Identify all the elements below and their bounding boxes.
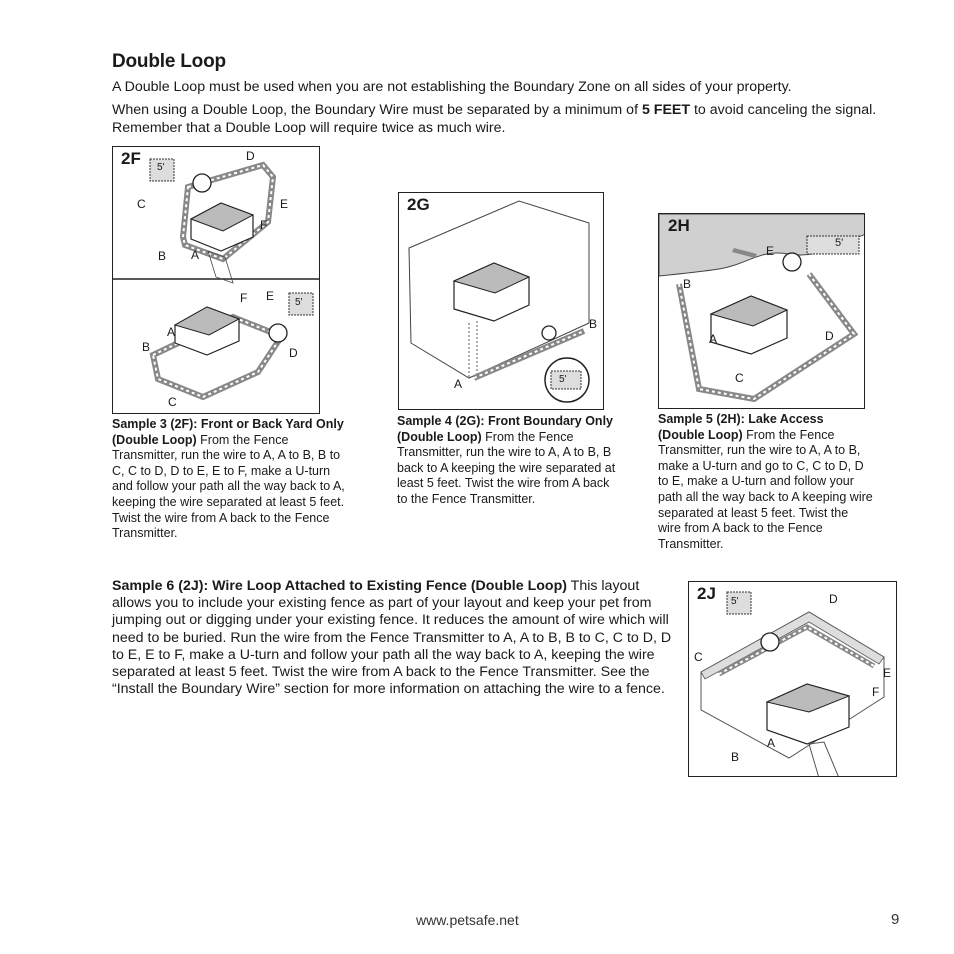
point-e-label: E	[266, 289, 275, 303]
point-c-label: C	[735, 371, 744, 385]
point-b-label: B	[142, 340, 151, 354]
caption-sample-3: Sample 3 (2F): Front or Back Yard Only (Double Loop) From the Fence Transmitter, run the wire to A, A to B, B to C, C to D, D to E, E to F, make a U-turn and follow your path all the way back to A, keeping the wire separated at least 5 feet. Twist the wire from A back to the Fence Transmitter.	[112, 417, 345, 541]
figure-2j	[688, 581, 897, 777]
caption-sample-6: Sample 6 (2J): Wire Loop Attached to Existing Fence (Double Loop) This layout allows you to include your existing fence as part of your layout and keep your pet from jumping out or digging under your existing fence. It reduces the amount of wire which will need to be buried. Run the wire from the Fence Transmitter to A, A to B, B to C, C to D, D to E, E to F, make a U-turn and follow your path all the way back to A, keeping the wire separated at least 5 feet. Twist the wire from A back to the Fence Transmitter. See the “Install the Boundary Wire” section for more information on attaching the wire to a fence.	[112, 578, 672, 698]
point-a-label: A	[191, 248, 200, 262]
figure-2f	[112, 146, 320, 414]
footer-url: www.petsafe.net	[416, 912, 519, 928]
point-b-label: B	[158, 249, 167, 263]
point-d-label: D	[825, 329, 834, 343]
figure-2f-distance-top: 5'	[157, 162, 165, 173]
point-a-label: A	[767, 736, 776, 750]
point-a-label: A	[167, 325, 176, 339]
figure-2f-drawing	[113, 147, 320, 414]
point-e-label: E	[883, 666, 892, 680]
figure-2h-distance: 5'	[835, 237, 844, 249]
caption-sample-4: Sample 4 (2G): Front Boundary Only (Double Loop) From the Fence Transmitter, run the wire to A, A to B, B back to A keeping the wire separated at least 5 feet. Twist the wire from A back to the Fence Transmitter.	[397, 414, 616, 506]
point-f-label: F	[240, 291, 248, 305]
figure-2h-label: 2H	[668, 216, 690, 235]
point-b-label: B	[731, 750, 740, 764]
point-d-label: D	[829, 592, 838, 606]
point-f-label: F	[260, 218, 268, 232]
page-number: 9	[891, 911, 900, 928]
figure-2g	[398, 192, 604, 410]
point-f-label: F	[872, 685, 880, 699]
figure-2f-label: 2F	[121, 149, 141, 168]
page-heading: Double Loop	[112, 51, 226, 72]
figure-2h	[658, 213, 865, 409]
point-e-label: E	[766, 244, 775, 258]
intro-paragraph-1: A Double Loop must be used when you are not establishing the Boundary Zone on all sides of your property.	[112, 79, 792, 95]
caption-sample-5: Sample 5 (2H): Lake Access (Double Loop) From the Fence Transmitter, run the wire to A, A to B, make a U-turn and go to C, C to D, D to E, make a U-turn and follow your path all the way back to A keeping wire separated at least 5 feet. Twist the wire from A back to the Fence Transmitter.	[658, 412, 873, 551]
point-b-label: B	[683, 277, 692, 291]
point-d-label: D	[289, 346, 298, 360]
point-c-label: C	[694, 650, 703, 664]
point-c-label: C	[137, 197, 146, 211]
figure-2j-label: 2J	[697, 584, 716, 603]
figure-2j-drawing	[689, 582, 897, 777]
point-c-label: C	[168, 395, 177, 409]
figure-2g-drawing	[399, 193, 604, 410]
point-b-label: B	[589, 317, 598, 331]
point-a-label: A	[709, 332, 718, 346]
point-e-label: E	[280, 197, 289, 211]
figure-2f-distance-bottom: 5'	[295, 297, 303, 308]
point-d-label: D	[246, 149, 255, 163]
intro-paragraph-2: When using a Double Loop, the Boundary Wire must be separated by a minimum of 5 FEET to avoid canceling the signal. Remember that a Double Loop will require twice as much wire.	[112, 102, 877, 136]
figure-2g-distance: 5'	[559, 374, 567, 385]
figure-2g-label: 2G	[407, 195, 430, 214]
figure-2j-distance: 5'	[731, 596, 739, 607]
point-a-label: A	[454, 377, 463, 391]
